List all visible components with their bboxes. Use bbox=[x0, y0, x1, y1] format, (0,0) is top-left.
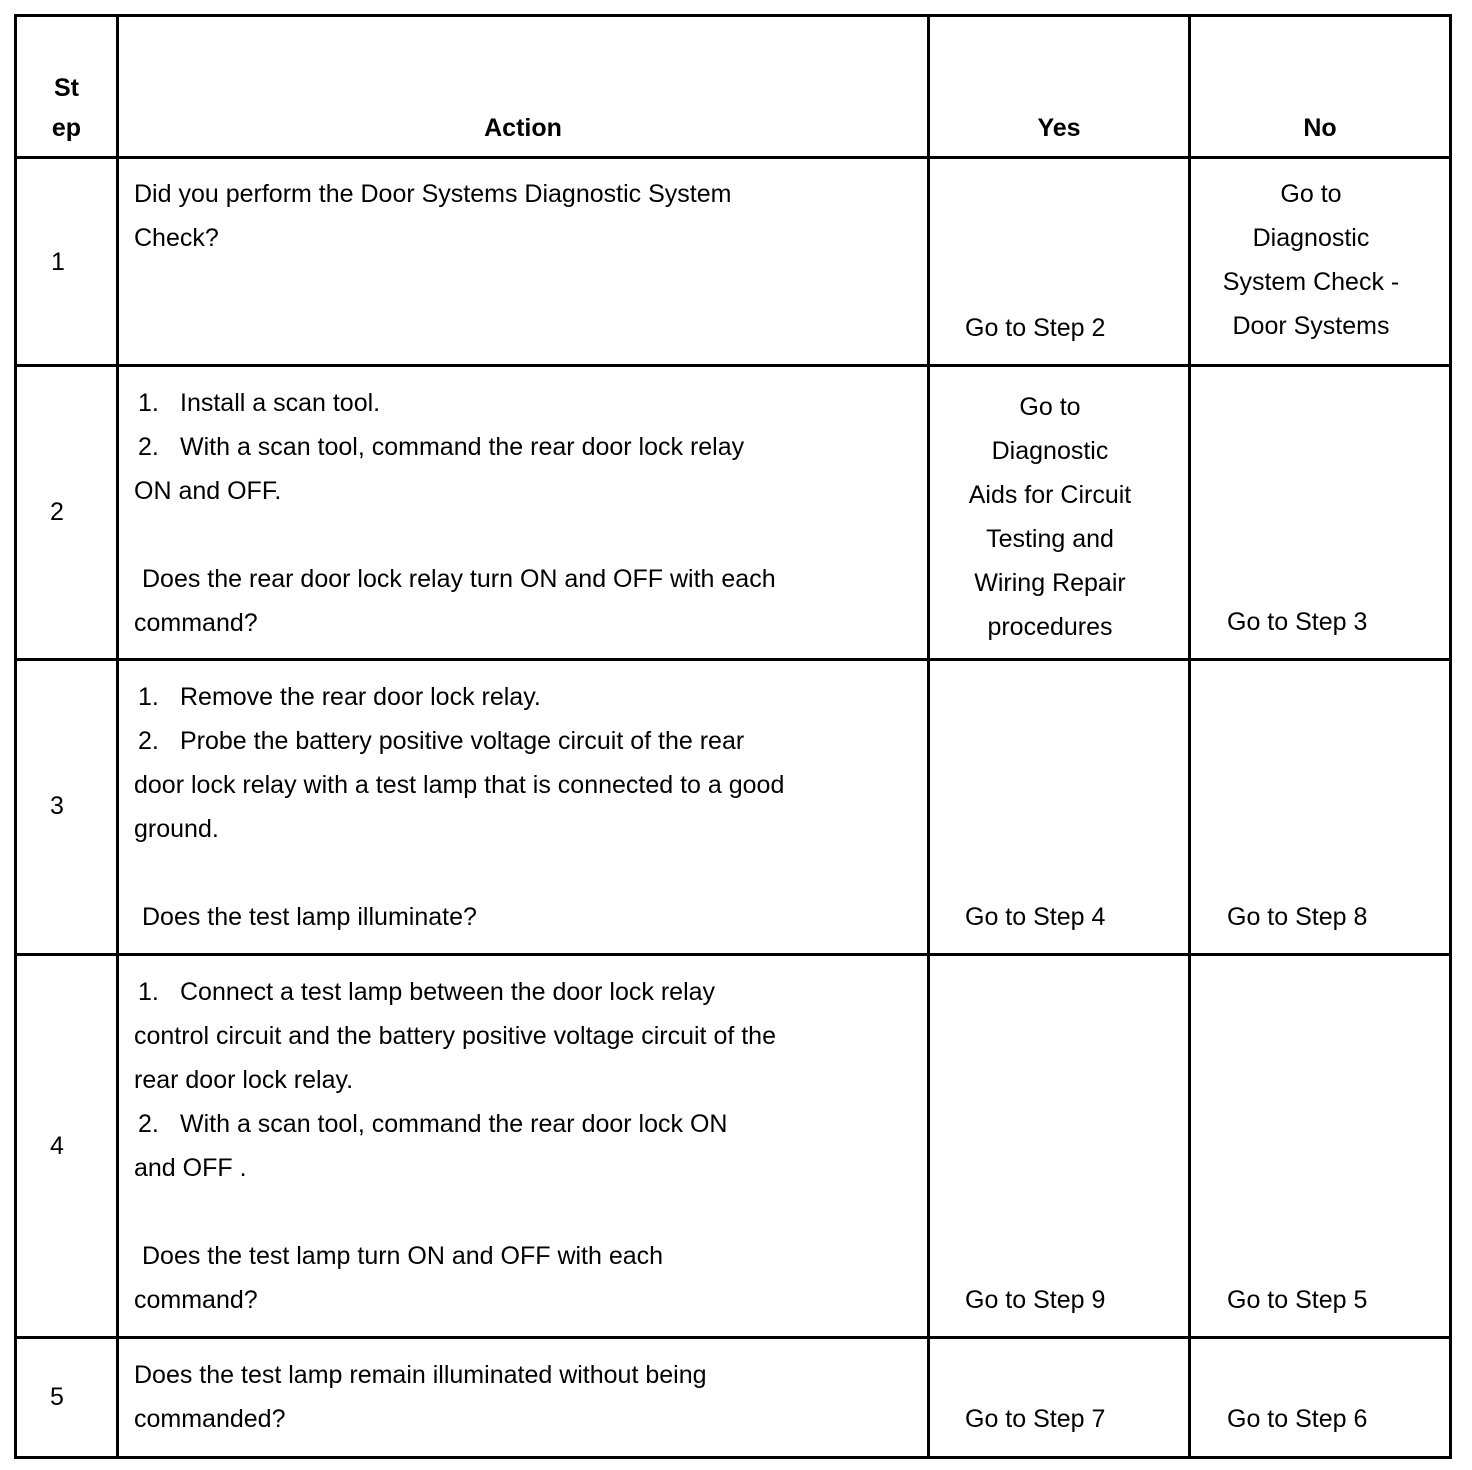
yes-cell[interactable]: Go to Step 4 bbox=[965, 903, 1106, 931]
item-number: 2. bbox=[138, 433, 159, 461]
question-text: command? bbox=[134, 609, 258, 637]
no-link-line[interactable]: Door Systems bbox=[1232, 312, 1390, 340]
step-number: 4 bbox=[50, 1132, 64, 1160]
row-divider bbox=[14, 658, 1452, 661]
action-cell bbox=[134, 381, 914, 645]
action-cell bbox=[134, 1353, 914, 1441]
action-cell bbox=[134, 970, 914, 1322]
yes-link-line[interactable]: Go to bbox=[1019, 393, 1081, 421]
item-number: 1. bbox=[138, 978, 159, 1006]
header-step bbox=[17, 68, 116, 148]
action-cell bbox=[134, 675, 914, 939]
action-text: commanded? bbox=[134, 1405, 286, 1433]
item-text: With a scan tool, command the rear door lock ON bbox=[180, 1110, 728, 1138]
list-item bbox=[134, 675, 914, 719]
step-number: 1 bbox=[51, 248, 65, 276]
no-link-line[interactable]: Diagnostic bbox=[1252, 224, 1370, 252]
row-divider bbox=[14, 364, 1452, 367]
no-cell bbox=[1191, 172, 1431, 348]
list-item bbox=[134, 381, 914, 425]
question-text: Does the test lamp turn ON and OFF with each bbox=[142, 1242, 664, 1270]
row-divider bbox=[14, 953, 1452, 956]
action-text: Does the test lamp remain illuminated without being bbox=[134, 1361, 707, 1389]
yes-link-line[interactable]: Aids for Circuit bbox=[968, 481, 1132, 509]
header-step-line1: St bbox=[54, 74, 79, 102]
no-cell[interactable]: Go to Step 8 bbox=[1227, 903, 1368, 931]
question-text: command? bbox=[134, 1286, 258, 1314]
step-number: 2 bbox=[50, 498, 64, 526]
item-text-continued: rear door lock relay. bbox=[134, 1066, 354, 1094]
no-link-line[interactable]: System Check - bbox=[1222, 268, 1400, 296]
list-item bbox=[134, 425, 914, 469]
header-no: No bbox=[1303, 114, 1337, 142]
header-step-line2: ep bbox=[51, 114, 82, 142]
action-text: Check? bbox=[134, 224, 219, 252]
row-divider bbox=[14, 156, 1452, 159]
item-number: 1. bbox=[138, 683, 159, 711]
no-cell[interactable]: Go to Step 6 bbox=[1227, 1405, 1368, 1433]
step-number: 3 bbox=[50, 792, 64, 820]
question-text: Does the test lamp illuminate? bbox=[142, 903, 477, 931]
yes-cell[interactable]: Go to Step 7 bbox=[965, 1405, 1106, 1433]
list-item bbox=[134, 1102, 914, 1146]
item-number: 1. bbox=[138, 389, 159, 417]
action-cell bbox=[134, 172, 914, 260]
header-yes: Yes bbox=[1037, 114, 1081, 142]
item-text-continued: ground. bbox=[134, 815, 219, 843]
row-divider bbox=[14, 1336, 1452, 1339]
step-number: 5 bbox=[50, 1383, 64, 1411]
no-cell[interactable]: Go to Step 5 bbox=[1227, 1286, 1368, 1314]
item-text-continued: ON and OFF. bbox=[134, 477, 282, 505]
yes-cell[interactable]: Go to Step 9 bbox=[965, 1286, 1106, 1314]
no-cell[interactable]: Go to Step 3 bbox=[1227, 608, 1368, 636]
item-text: With a scan tool, command the rear door lock relay bbox=[180, 433, 745, 461]
item-text: Probe the battery positive voltage circuit of the rear bbox=[180, 727, 745, 755]
header-action: Action bbox=[484, 114, 562, 142]
list-item bbox=[134, 719, 914, 763]
item-text: Remove the rear door lock relay. bbox=[180, 683, 541, 711]
item-text-continued: door lock relay with a test lamp that is connected to a good bbox=[134, 771, 785, 799]
yes-cell: Go to Step 2 bbox=[965, 314, 1106, 342]
column-divider bbox=[927, 14, 930, 1459]
item-text-continued: and OFF . bbox=[134, 1154, 247, 1182]
yes-link-line[interactable]: Testing and bbox=[986, 525, 1114, 553]
item-number: 2. bbox=[138, 727, 159, 755]
item-text: Install a scan tool. bbox=[180, 389, 381, 417]
yes-link-line[interactable]: Diagnostic bbox=[991, 437, 1109, 465]
no-link-line[interactable]: Go to bbox=[1280, 180, 1342, 208]
item-number: 2. bbox=[138, 1110, 159, 1138]
action-text: Did you perform the Door Systems Diagnostic System bbox=[134, 180, 732, 208]
column-divider bbox=[116, 14, 119, 1459]
item-text-continued: control circuit and the battery positive voltage circuit of the bbox=[134, 1022, 776, 1050]
yes-link-line[interactable]: procedures bbox=[987, 613, 1113, 641]
item-text: Connect a test lamp between the door lock relay bbox=[180, 978, 716, 1006]
list-item bbox=[134, 970, 914, 1014]
yes-cell bbox=[930, 385, 1170, 649]
question-text: Does the rear door lock relay turn ON and OFF with each bbox=[142, 565, 776, 593]
yes-link-line[interactable]: Wiring Repair bbox=[974, 569, 1126, 597]
